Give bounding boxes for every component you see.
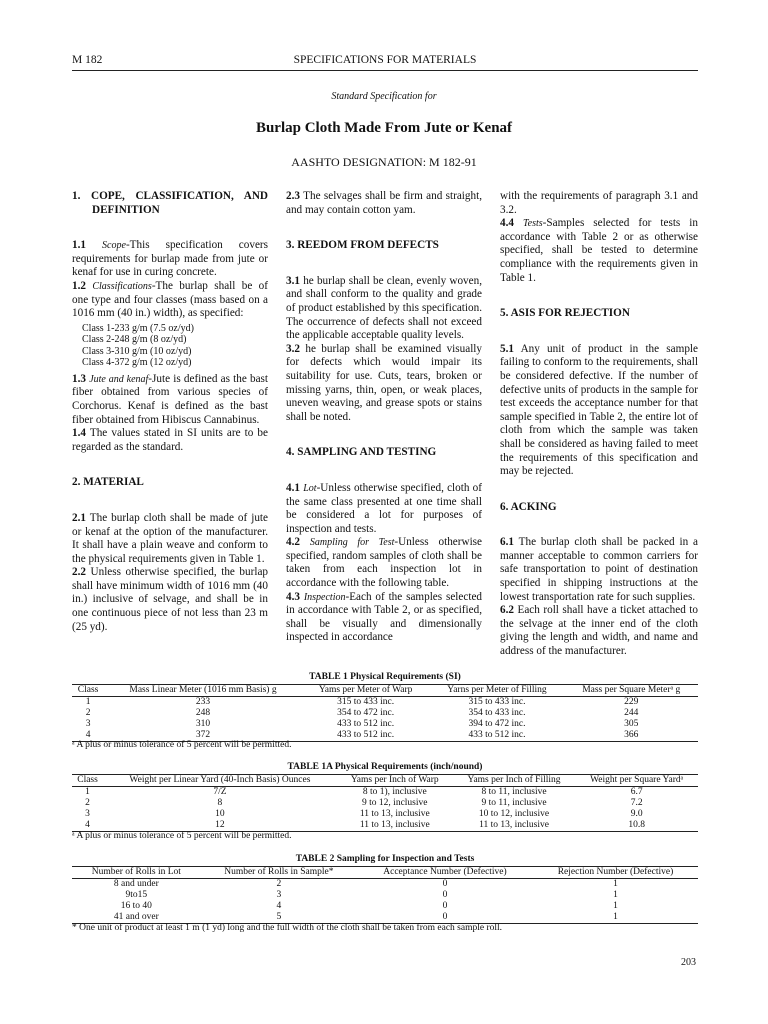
table-cell: 4 [72,730,104,742]
table-cell: 229 [624,697,639,707]
table-header-row [72,867,698,879]
table-cell: 248 [195,708,211,718]
paragraph-2-2 [72,566,268,634]
table-cell: 433 to 512 inc. [302,730,430,742]
paragraph-label: Jute and kenaf [89,373,149,385]
table-cell: 3 [276,890,282,900]
paragraph-text: The selvages shall be firm and straight, and may contain cotton yam. [286,190,482,216]
paragraph-text: he burlap shall be examined visually for defects which would impair its suitability for use. Cuts, tears, broken or missing yarns, thin, open, or weak places, uneven weaving, and grease spots or stains shall be noted. [286,342,483,423]
paragraph-text: -The burlap shall be of one type and four classes (mass based on a 1016 mm (40 in.) width), as specified: [72,279,268,320]
table-cell: 433 to 512 inc. [337,719,395,729]
table-cell: 5 [201,912,357,924]
paragraph-text: The burlap cloth shall be packed in a manner acceptable to common carriers for safe transportation to point of destination specified in shipping instructions at the lowest transportation rate for such supplies. [500,536,698,603]
table-cell: 12 [103,820,337,832]
table-cell: 10.8 [575,820,698,832]
table-1a-footnote: ᵃ A plus or minus tolerance of 5 percent will be permitted. [72,831,292,841]
class-item: Class 3-310 g/m (10 oz/yd) [82,345,192,357]
designation: AASHTO DESIGNATION: M 182-91 [291,155,477,169]
table-cell: 2 [85,798,90,808]
table-row [72,798,698,809]
paragraph-4-4 [500,217,698,285]
table-cell: 354 to 472 inc. [337,708,395,718]
table-cell: 1 [85,787,90,797]
table-1-footnote: ᵃ A plus or minus tolerance of 5 percent will be permitted. [72,740,292,750]
class-item: Class 2-248 g/m (8 oz/yd) [82,334,187,346]
table-1a [72,774,698,832]
paragraph-label: Scope [102,240,126,252]
table-2-footnote: * One unit of product at least 1 m (1 yd) long and the full width of the cloth shall be taken from each sample roll. [72,923,503,933]
paragraph-text: Unless otherwise specified, the burlap shall have minimum width of 1016 mm (40 in.) inclusive of selvage, and shall be in one continuous piece of not less than 23 m (25 yd). [72,566,269,633]
paragraph-text: The burlap cloth shall be made of jute or kenaf at the option of the manufacturer. It shall have a plain weave and conform to the physical requirements given in Table 1. [72,511,268,565]
paragraph-text: -Each of the samples selected in accordance with Table 2, or as specified, shall be visually and dimensionally inspected in accordance [286,590,482,644]
table-cell: 4 [72,820,103,832]
paragraph-4-3-continued: with the requirements of paragraph 3.1 and 3.2. [500,190,698,216]
paragraph-6-2 [500,604,698,658]
table-cell: 8 and under [113,879,159,889]
paragraph-number: 2.1 [72,511,86,524]
table-cell: 41 and over [72,912,201,924]
paragraph-text: The values stated in SI units are to be regarded as the standard. [72,427,268,453]
table-cell: 1 [613,901,618,911]
section-4-heading: 4. SAMPLING AND TESTING [286,446,437,459]
table-cell: 10 [215,809,225,819]
paragraph-number: 4.1 [286,481,300,494]
paragraph-2-3 [286,190,482,217]
table-row [72,901,698,912]
table-cell: 11 to 13, inclusive [453,820,576,832]
table-2-title: TABLE 2 Sampling for Inspection and Tests [295,854,475,864]
paragraph-label: Tests [523,218,543,230]
paragraph-text: -This specification covers requirements for burlap made from jute or kenaf for use in curing concrete. [72,239,269,279]
table-1a-title: TABLE 1A Physical Requirements (inch/nound) [287,762,483,772]
table-1-title: TABLE 1 Physical Requirements (SI) [309,672,461,682]
paragraph-number: 3.1 [286,274,300,287]
paragraph-number: 4.3 [286,590,300,603]
table-cell: 3 [85,719,91,729]
table-cell: 9 to 11, inclusive [481,798,547,808]
column-header: Class [72,685,104,697]
table-row [72,879,698,891]
table-cell: 354 to 433 inc. [468,708,526,718]
table-2 [72,866,698,924]
class-list [72,323,268,369]
table-cell: 10 to 12, inclusive [478,809,550,819]
table-cell: 394 to 472 inc. [468,719,526,729]
paragraph-1-1 [72,239,268,280]
table-cell: 310 [195,719,211,729]
column-header: Acceptance Number (Defective) [357,867,533,879]
table-row [72,809,698,820]
paragraph-text: -Unless otherwise specified, cloth of the same class presented at one time shall be considered a lot for purposes of inspection and tests. [286,481,483,535]
table-cell: 3 [85,809,90,819]
page-title: Burlap Cloth Made From Jute or Kenaf [255,120,513,136]
column-header: Yams per Meter of Warp [302,685,430,697]
table-cell: 1 [613,890,618,900]
table-cell: 8 to 1), inclusive [362,787,427,797]
column-header: Class [72,775,103,787]
table-cell: 433 to 512 inc. [429,730,564,742]
table-cell: 4 [276,901,282,911]
doc-id: M 182 [72,54,103,66]
table-cell: 6.7 [630,787,643,797]
table-cell: 0 [357,912,533,924]
paragraph-number: 5.1 [500,342,514,355]
table-row [72,820,698,832]
paragraph-number: 1.1 [72,239,86,252]
table-cell: 2 [276,879,282,889]
column-header: Mass per Square Meterᵃ g [564,685,698,697]
table-cell: 9 to 12, inclusive [362,798,428,808]
column-header: Rejection Number (Defective) [533,867,698,879]
table-cell: 8 [217,798,223,808]
paragraph-text: Any unit of product in the sample failing to conform to the requirements, shall be considered defective. If the number of defective units of products in the sample for test exceeds the acceptance number for that sample specified in Table 2, the entire lot of cloth from which the sample was taken shall be considered as having failed to meet the requirements of this specification and may be rejected. [500,342,698,478]
paragraph-5-1 [500,343,698,479]
table-cell: 1 [85,697,91,707]
column-header: Yarns per Meter of Filling [429,685,564,697]
section-5-heading: 5. ASIS FOR REJECTION [500,307,630,320]
table-cell: 0 [442,901,448,911]
table-cell: 8 to 11, inclusive [481,787,547,797]
paragraph-number: 4.4 [500,217,514,230]
table-row [72,697,698,709]
table-row [72,719,698,730]
paragraph-text: he burlap shall be clean, evenly woven, and shall conform to the quality and grade of product established by this specification. The occurrence of defects shall not exceed the applicable acceptable quality levels. [286,274,483,342]
paragraph-1-2 [72,280,268,321]
paragraph-label: Lot [303,482,317,494]
column-header: Yams per Inch of Warp [337,775,453,787]
paragraph-text: -Jute is defined as the bast fiber obtained from various species of Corchorus. Kenaf is defined as the bast fiber obtained from Hibiscus Cannabinus. [72,372,269,426]
table-cell: 233 [195,697,211,707]
paragraph-text: -Samples selected for tests in accordance with Table 2 or as otherwise specified, shall be tested to determine compliance with the requirements given in Table 1. [500,217,698,284]
subtitle: Standard Specification for [331,91,437,102]
column-2 [286,190,482,645]
column-header: Weight per Square Yardᵃ [575,775,698,787]
table-row [72,912,698,924]
paragraph-number: 3.2 [286,342,300,355]
table-header-row [72,685,698,697]
table-cell: 9to15 [125,890,148,900]
column-header: Number of Rolls in Lot [72,867,201,879]
table-row [72,890,698,901]
section-1-heading: 1. COPE, CLASSIFICATION, AND DEFINITION [72,190,268,216]
paragraph-label: Sampling for Test [309,537,395,549]
paragraph-3-1 [286,275,482,343]
paragraph-number: 6.2 [500,604,514,617]
column-header: Number of Rolls in Sample* [201,867,357,879]
table-cell: 244 [624,708,639,718]
table-row [72,787,698,799]
paragraph-label: Inspection [303,591,346,603]
column-header: Mass Linear Meter (1016 mm Basis) g [104,685,302,697]
table-cell: 9.0 [630,809,643,819]
paragraph-number: 1.3 [72,372,86,385]
table-cell: 1 [533,912,698,924]
paragraph-label: Classifications [92,280,152,292]
running-header [72,54,698,71]
section-3-heading: 3. REEDOM FROM DEFECTS [286,239,439,252]
paragraph-number: 4.2 [286,536,300,549]
column-header: Yams per Inch of Filling [453,775,576,787]
section-6-heading: 6. ACKING [500,500,557,513]
paragraph-4-1 [286,482,482,536]
table-cell: 7.2 [630,798,643,808]
paragraph-4-2 [286,536,482,590]
paragraph-1-3 [72,373,268,427]
paragraph-number: 2.2 [72,566,86,579]
table-cell: 1 [613,879,618,889]
section-2-heading: 2. MATERIAL [72,476,144,489]
table-cell: 366 [564,730,698,742]
running-title: SPECIFICATIONS FOR MATERIALS [293,54,477,66]
table-cell: 11 to 13, inclusive [359,809,430,819]
class-item: Class 1-233 g/m (7.5 oz/yd) [82,322,194,334]
paragraph-6-1 [500,536,698,604]
table-cell: 0 [442,879,448,889]
table-row [72,708,698,719]
table-cell: 16 to 40 [120,901,152,911]
page-number: 203 [681,957,696,968]
paragraph-number: 2.3 [286,190,300,202]
table-1 [72,684,698,742]
table-header-row [72,775,698,787]
table-cell: 315 to 433 inc. [468,697,526,707]
column-3 [500,190,698,659]
column-header: Weight per Linear Yard (40-Inch Basis) Ounces [103,775,337,787]
paragraph-number: 6.1 [500,536,514,549]
paragraph-4-3 [286,591,482,645]
paragraph-1-4 [72,427,268,454]
column-1 [72,190,268,634]
table-cell: 305 [624,719,639,729]
table-cell: 7/Z [213,787,227,797]
paragraph-text: -Unless otherwise specified, random samples of cloth shall be taken from each inspection lot in accordance with the following table. [286,536,482,590]
table-cell: 2 [85,708,91,718]
paragraph-3-2 [286,343,482,425]
paragraph-text: Each roll shall have a ticket attached to the selvage at the inner end of the cloth giving the length and width, and name and address of the manufacturer. [500,604,698,658]
paragraph-number: 1.4 [72,427,86,440]
paragraph-2-1 [72,512,268,566]
table-cell: 372 [104,730,302,742]
table-cell: 315 to 433 inc. [337,697,395,707]
class-item: Class 4-372 g/m (12 oz/yd) [82,357,192,369]
table-cell: 0 [442,890,448,900]
paragraph-number: 1.2 [72,279,86,292]
table-cell: 11 to 13, inclusive [337,820,453,832]
